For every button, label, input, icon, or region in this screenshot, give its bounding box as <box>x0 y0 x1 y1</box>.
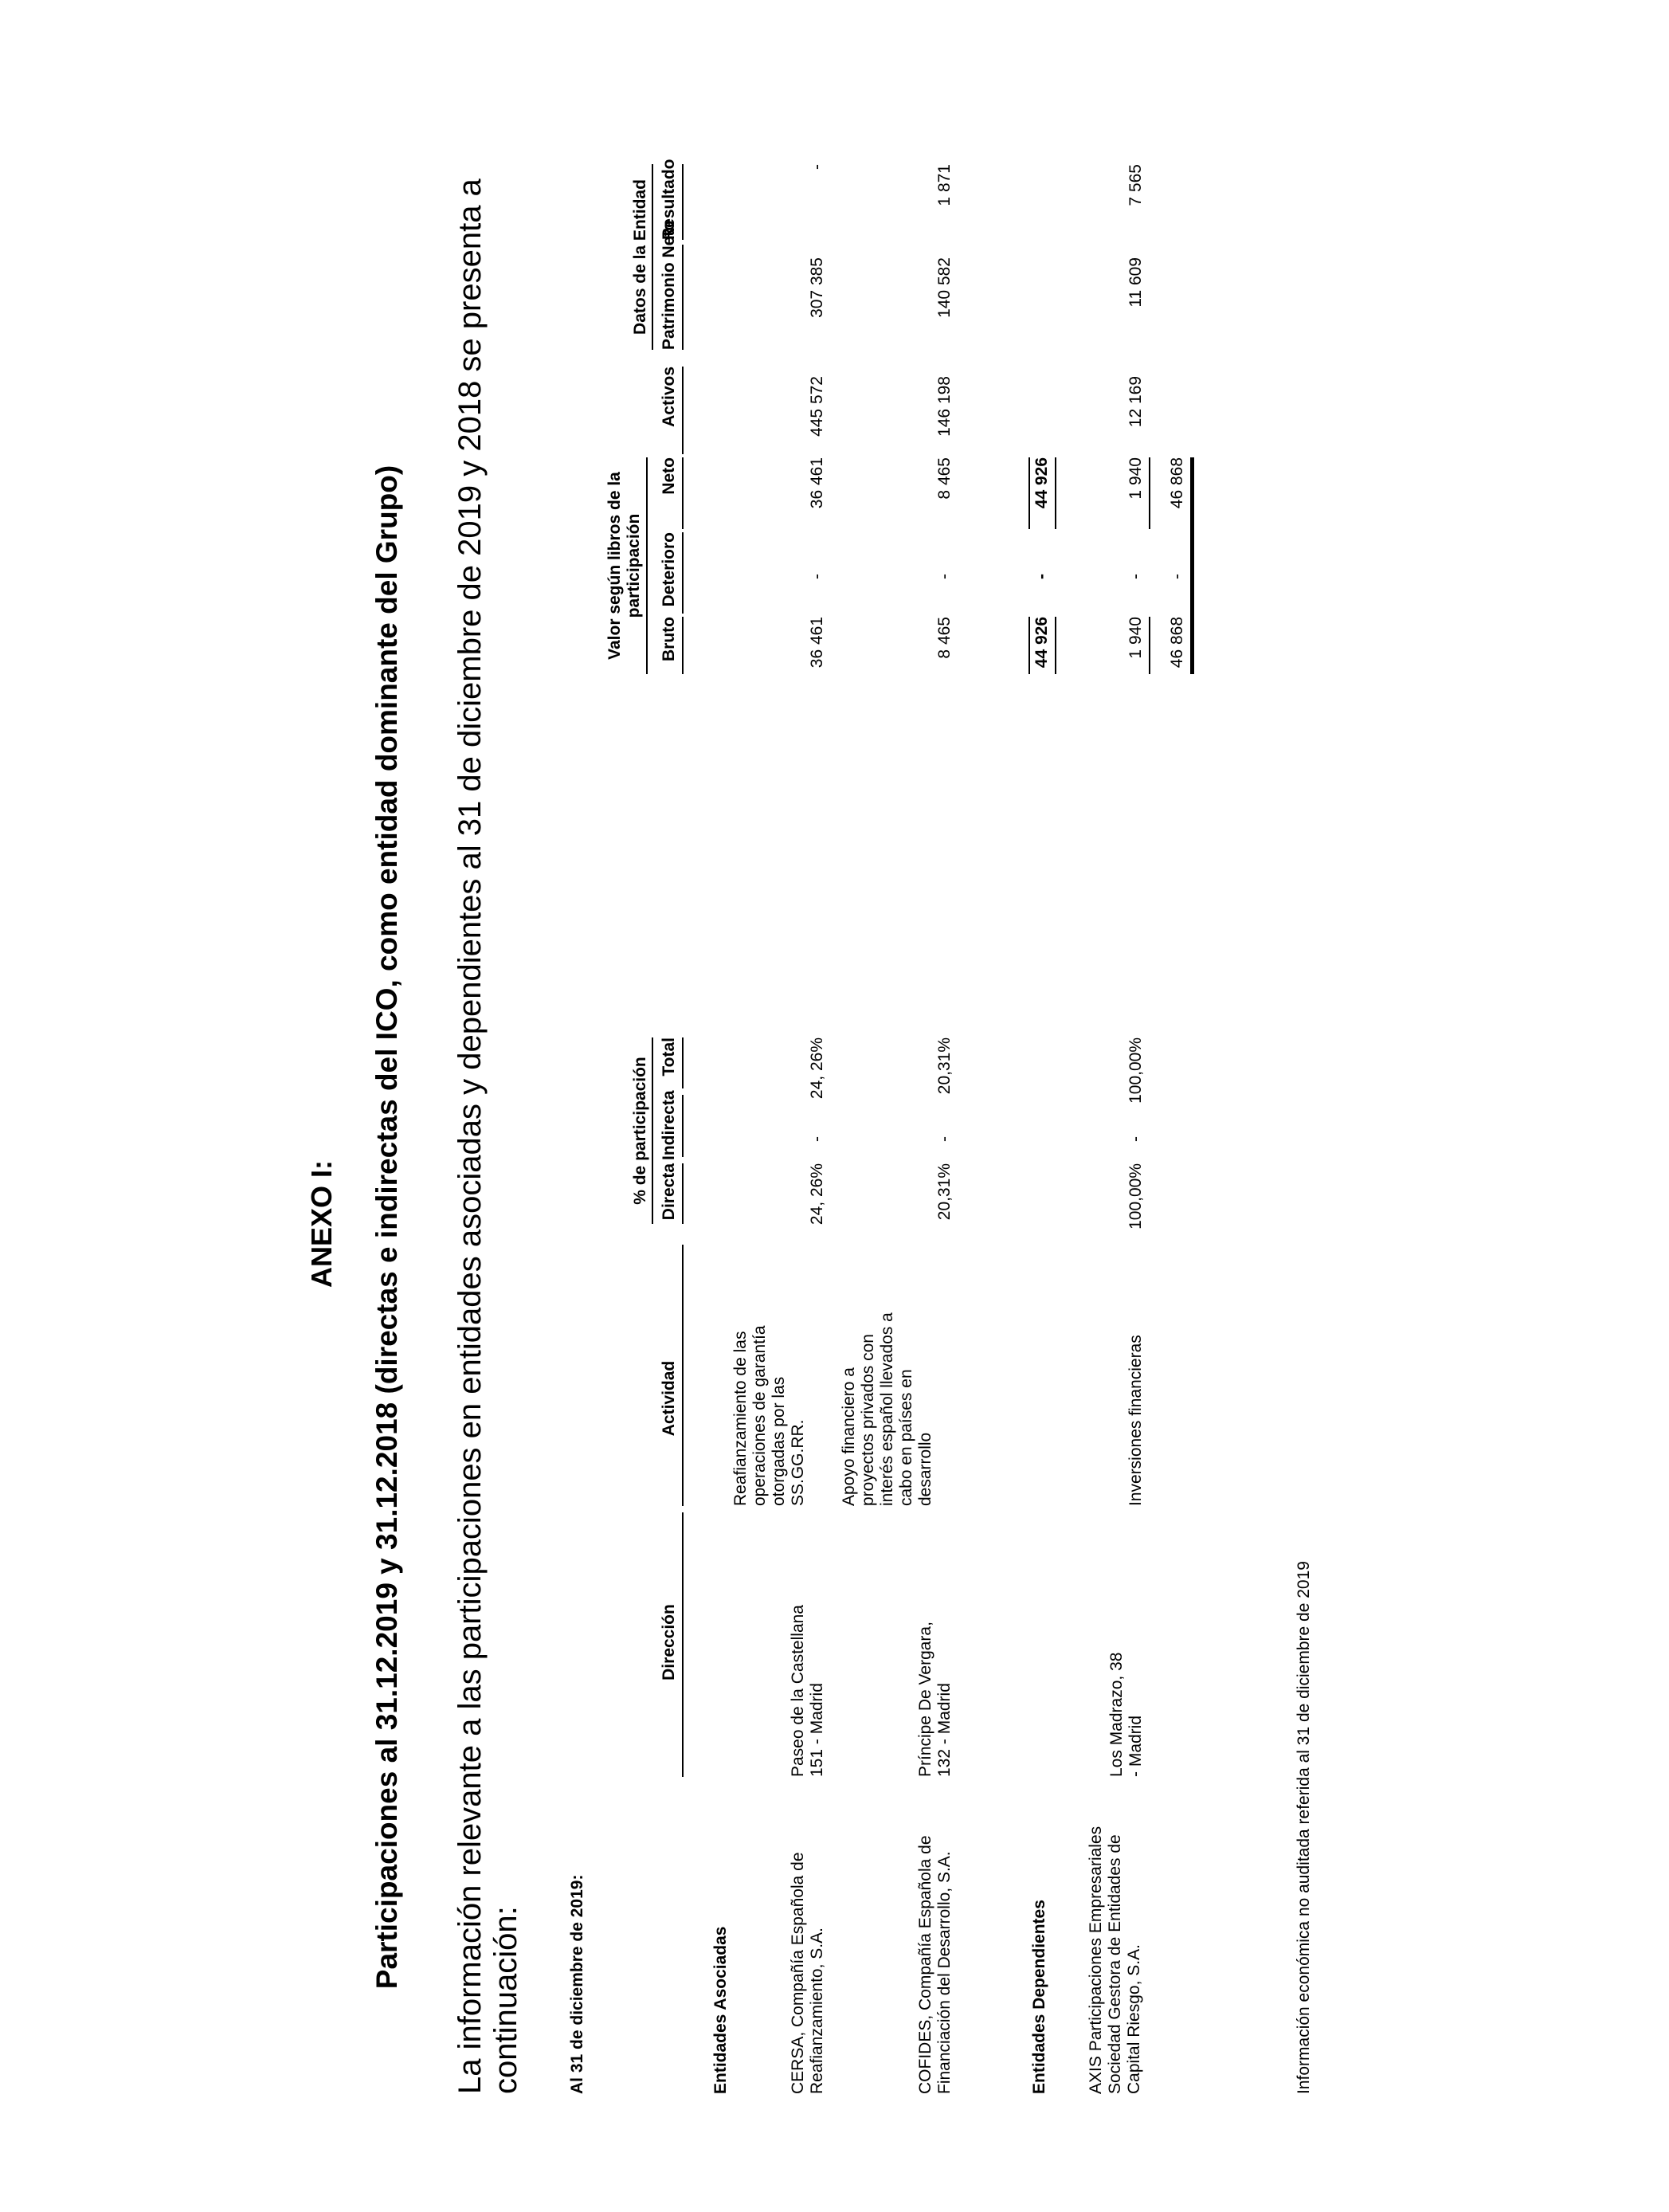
rule-patrimonio-neto <box>682 245 684 350</box>
header-entity-data: Datos de la Entidad <box>631 179 649 335</box>
cell-neto: 8 465 <box>935 457 954 500</box>
entity-name-line: CERSA, Compañía Española de <box>789 1852 807 2094</box>
col-neto: Neto <box>660 457 678 495</box>
cell-resultado: 1 871 <box>935 164 954 206</box>
rule-total <box>682 1037 684 1088</box>
col-indirecta: Indirecta <box>660 1090 678 1160</box>
rule-bruto <box>682 617 684 674</box>
activity-line: Inversiones financieras <box>1126 1335 1145 1506</box>
total-bruto: 46 868 <box>1168 617 1186 669</box>
main-title: Participaciones al 31.12.2019 y 31.12.2018 (directas e indirectas del ICO, como entidad dominante del Grupo) <box>370 465 403 1990</box>
subtotal-neto: 44 926 <box>1032 457 1051 509</box>
subtotal-underline-bruto <box>1055 617 1056 674</box>
intro-line-1: La información relevante a las participaciones en entidades asociadas y dependientes al 31 de diciembre de 2019 y 2018 se presenta a <box>453 178 488 2094</box>
date-heading: Al 31 de diciembre de 2019: <box>568 1874 586 2094</box>
cell-deterioro: - <box>935 574 954 579</box>
annex-title: ANEXO I: <box>305 1159 338 1288</box>
cell-bruto: 1 940 <box>1126 617 1145 659</box>
intro-line-2: continuación: <box>488 1906 523 2094</box>
address-line: - Madrid <box>1126 1715 1145 1777</box>
cell-patrimonio-neto: 140 582 <box>935 257 954 318</box>
address-line: 151 - Madrid <box>808 1683 826 1777</box>
cell-directa: 20,31% <box>935 1163 954 1221</box>
section-asociadas-title: Entidades Asociadas <box>711 1926 730 2094</box>
entity-name-line: COFIDES, Compañía Española de <box>916 1835 934 2094</box>
cell-patrimonio-neto: 11 609 <box>1126 257 1145 308</box>
activity-line: otorgadas por las <box>770 1376 788 1506</box>
subtotal-deterioro: - <box>1032 574 1051 579</box>
cell-bruto: 8 465 <box>935 617 954 659</box>
rule-actividad <box>682 1245 684 1506</box>
header-book-value-line2: participación <box>625 513 643 618</box>
activity-line: interés español llevados a <box>878 1312 896 1506</box>
section-dependientes-title: Entidades Dependientes <box>1030 1900 1048 2094</box>
header-participation-rule <box>652 1037 653 1224</box>
cell-patrimonio-neto: 307 385 <box>808 257 826 318</box>
entity-name-line: Capital Riesgo, S.A. <box>1125 1944 1143 2094</box>
cell-directa: 100,00% <box>1126 1163 1145 1230</box>
cell-indirecta: - <box>1126 1136 1145 1142</box>
cell-neto: 1 940 <box>1126 457 1145 500</box>
rule-direccion <box>682 1512 684 1777</box>
col-bruto: Bruto <box>660 617 678 661</box>
activity-line: SS.GG.RR. <box>789 1419 807 1506</box>
cell-activos: 445 572 <box>808 376 826 437</box>
entity-name-line: AXIS Participaciones Empresariales <box>1087 1826 1105 2094</box>
cell-activos: 12 169 <box>1126 376 1145 428</box>
address-line: Paseo de la Castellana <box>789 1605 807 1777</box>
activity-line: proyectos privados con <box>859 1334 877 1506</box>
rule-activos <box>682 367 684 454</box>
header-book-value-rule <box>646 457 648 674</box>
col-activos: Activos <box>660 367 678 427</box>
activity-line: cabo en países en <box>897 1369 915 1506</box>
activity-line: Reafianzamiento de las <box>731 1331 750 1506</box>
cell-resultado: 7 565 <box>1126 164 1145 206</box>
rule-resultado <box>682 164 684 240</box>
col-direccion: Dirección <box>660 1604 678 1681</box>
cell-total: 20,31% <box>935 1037 954 1095</box>
address-line: Príncipe De Vergara, <box>916 1622 934 1777</box>
subtotal-underline-neto <box>1055 457 1056 529</box>
col-actividad: Actividad <box>660 1360 678 1437</box>
subtotal-bruto: 44 926 <box>1032 617 1051 669</box>
subtotal-rule-neto <box>1028 457 1030 529</box>
entity-name-line: Financiación del Desarrollo, S.A. <box>935 1851 954 2094</box>
rule-indirecta <box>682 1095 684 1157</box>
total-neto: 46 868 <box>1168 457 1186 509</box>
header-participation-pct: % de participación <box>631 1057 649 1205</box>
cell-deterioro: - <box>808 574 826 579</box>
col-deterioro: Deterioro <box>660 532 678 607</box>
cell-indirecta: - <box>935 1136 954 1142</box>
activity-line: Apoyo financiero a <box>840 1367 858 1506</box>
cell-directa: 24, 26% <box>808 1163 826 1226</box>
subtotal-rule-bruto <box>1028 617 1030 674</box>
rule-deterioro <box>682 532 684 614</box>
address-line: 132 - Madrid <box>935 1683 954 1777</box>
address-line: Los Madrazo, 38 <box>1107 1652 1126 1777</box>
header-book-value-line1: Valor según libros de la <box>605 472 624 660</box>
total-deterioro: - <box>1168 574 1186 579</box>
total-rule-bruto <box>1149 617 1150 674</box>
cell-bruto: 36 461 <box>808 617 826 669</box>
cell-neto: 36 461 <box>808 457 826 509</box>
col-patrimonio-neto: Patrimonio Neto <box>660 220 678 350</box>
activity-line: operaciones de garantía <box>750 1325 769 1506</box>
footnote: Información económica no auditada referida al 31 de diciembre de 2019 <box>1295 1561 1313 2094</box>
entity-name-line: Reafianzamiento, S.A. <box>808 1928 826 2094</box>
rule-directa <box>682 1163 684 1224</box>
activity-line: desarrollo <box>916 1432 934 1506</box>
total-double-rule <box>1190 457 1194 674</box>
col-resultado: Resultado <box>660 159 678 240</box>
cell-resultado: - <box>808 164 826 170</box>
col-directa: Directa <box>660 1163 678 1221</box>
entity-name-line: Sociedad Gestora de Entidades de <box>1106 1834 1124 2094</box>
rule-neto <box>682 457 684 529</box>
total-rule-neto <box>1149 457 1150 529</box>
cell-deterioro: - <box>1126 574 1145 579</box>
cell-total: 100,00% <box>1126 1037 1145 1104</box>
header-entity-data-rule <box>652 164 653 350</box>
cell-activos: 146 198 <box>935 376 954 437</box>
col-total: Total <box>660 1037 678 1077</box>
cell-indirecta: - <box>808 1136 826 1142</box>
cell-total: 24, 26% <box>808 1037 826 1100</box>
